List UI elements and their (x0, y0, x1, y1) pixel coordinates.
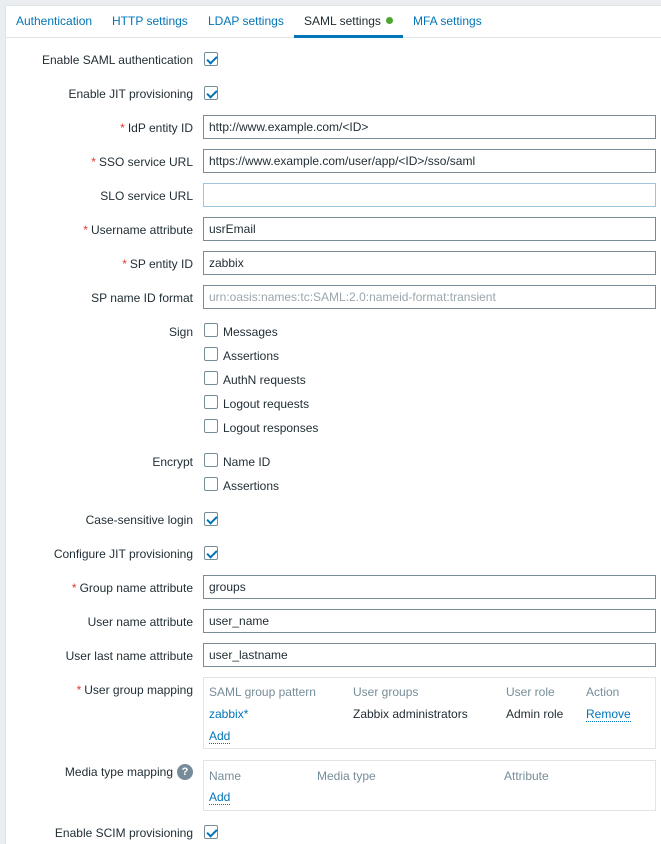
sign-assertions-label: Assertions (223, 349, 280, 363)
tab-saml-label: SAML settings (304, 14, 381, 28)
enable-scim-checkbox[interactable] (204, 825, 218, 839)
encrypt-assertions-label: Assertions (223, 479, 280, 493)
media-type-mapping-label: Media type mapping (64, 765, 173, 779)
tab-bar (6, 6, 661, 38)
sso-url-input[interactable]: https://www.example.com/user/app/<ID>/sso/saml (203, 149, 656, 173)
sp-name-id-format-input[interactable]: urn:oasis:names:tc:SAML:2.0:nameid-format:transient (203, 285, 656, 309)
column-header-user-groups: User groups (353, 685, 419, 699)
required-marker: * (76, 683, 82, 697)
sign-logout-responses-checkbox[interactable] (204, 419, 218, 433)
tab-http-settings[interactable]: HTTP settings (112, 14, 188, 28)
sign-assertions-checkbox[interactable] (204, 347, 218, 361)
media-type-mapping-table (203, 760, 656, 811)
encrypt-label: Encrypt (152, 455, 193, 469)
idp-entity-id-label (120, 121, 193, 135)
group-name-attr-text: Group name attribute (79, 581, 193, 595)
tab-ldap-settings[interactable]: LDAP settings (208, 14, 284, 28)
add-media-type-mapping-button[interactable]: Add (209, 790, 231, 804)
enable-jit-label: Enable JIT provisioning (68, 87, 193, 101)
mapping-user-groups: Zabbix administrators (353, 707, 468, 721)
sign-messages-label: Messages (223, 325, 278, 339)
group-name-attr-input[interactable]: groups (203, 575, 656, 599)
help-icon[interactable]: ? (177, 764, 193, 780)
status-dot-icon (386, 17, 393, 24)
column-header-user-role: User role (506, 685, 555, 699)
sign-logout-responses-label: Logout responses (223, 421, 319, 435)
encrypt-name-id-label: Name ID (223, 455, 271, 469)
username-attr-label (83, 223, 193, 237)
configure-jit-label: Configure JIT provisioning (53, 547, 193, 561)
required-marker: * (122, 257, 127, 271)
mapping-pattern-link[interactable]: zabbix* (209, 707, 249, 721)
enable-scim-label: Enable SCIM provisioning (54, 826, 193, 840)
column-header-attribute: Attribute (504, 769, 549, 783)
group-name-attr-label (72, 581, 193, 595)
sign-logout-requests-label: Logout requests (223, 397, 310, 411)
sp-entity-id-label (122, 257, 193, 271)
sign-authn-requests-label: AuthN requests (223, 373, 306, 387)
add-user-group-mapping-button[interactable]: Add (209, 729, 231, 743)
sso-url-text: SSO service URL (98, 155, 193, 169)
required-marker: * (91, 155, 96, 169)
column-header-action: Action (586, 685, 620, 699)
sp-name-id-format-label: SP name ID format (91, 291, 193, 305)
column-header-name: Name (209, 769, 242, 783)
remove-mapping-button[interactable]: Remove (586, 707, 631, 721)
case-sensitive-checkbox[interactable] (204, 512, 218, 526)
sp-entity-id-text: SP entity ID (129, 257, 193, 271)
username-attr-text: Username attribute (90, 223, 193, 237)
slo-url-input[interactable] (203, 183, 656, 207)
saml-settings-panel (5, 5, 661, 844)
column-header-saml-group-pattern: SAML group pattern (209, 685, 316, 699)
encrypt-name-id-checkbox[interactable] (204, 453, 218, 467)
enable-jit-checkbox[interactable] (204, 86, 218, 100)
case-sensitive-label: Case-sensitive login (85, 513, 193, 527)
username-attr-input[interactable]: usrEmail (203, 217, 656, 241)
column-header-media-type: Media type (317, 769, 376, 783)
tab-saml-settings[interactable] (294, 6, 403, 38)
slo-url-label: SLO service URL (100, 189, 193, 203)
sp-entity-id-input[interactable]: zabbix (203, 251, 656, 275)
sign-authn-requests-checkbox[interactable] (204, 371, 218, 385)
encrypt-assertions-checkbox[interactable] (204, 477, 218, 491)
user-group-mapping-label (77, 683, 193, 697)
required-marker: * (83, 223, 88, 237)
idp-entity-id-input[interactable]: http://www.example.com/<ID> (203, 115, 656, 139)
user-lastname-attr-input[interactable]: user_lastname (203, 643, 656, 667)
configure-jit-checkbox[interactable] (204, 546, 218, 560)
user-name-attr-input[interactable]: user_name (203, 609, 656, 633)
tab-authentication[interactable]: Authentication (16, 14, 93, 28)
user-group-mapping-table (203, 677, 656, 749)
enable-saml-checkbox[interactable] (204, 52, 218, 66)
enable-saml-label: Enable SAML authentication (42, 53, 193, 67)
required-marker: * (71, 581, 77, 595)
sso-url-label (91, 155, 193, 169)
user-name-attr-label: User name attribute (87, 615, 193, 629)
mapping-user-role: Admin role (506, 707, 564, 721)
sign-label: Sign (168, 325, 193, 339)
user-group-mapping-text: User group mapping (84, 683, 193, 697)
idp-entity-id-text: IdP entity ID (127, 121, 193, 135)
user-lastname-attr-label: User last name attribute (65, 649, 193, 663)
required-marker: * (120, 121, 125, 135)
sign-logout-requests-checkbox[interactable] (204, 395, 218, 409)
sign-messages-checkbox[interactable] (204, 323, 218, 337)
tab-mfa-settings[interactable]: MFA settings (413, 14, 482, 28)
